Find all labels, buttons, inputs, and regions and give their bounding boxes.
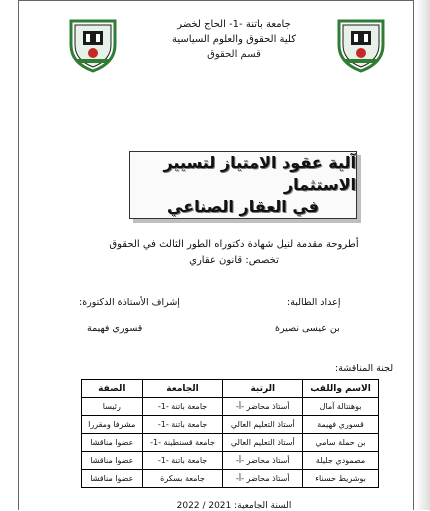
student-label: إعداد الطالبة: xyxy=(287,297,341,308)
table-row xyxy=(82,434,379,452)
table-row xyxy=(82,452,379,470)
member-university: جامعة باتنة -1- xyxy=(142,416,223,434)
member-university: جامعة باتنة -1- xyxy=(142,398,223,416)
member-rank: أستاذ التعليم العالي xyxy=(223,416,303,434)
document-page xyxy=(18,0,414,510)
specialization: تخصص: قانون عقاري xyxy=(189,255,279,266)
table-row xyxy=(82,398,379,416)
thesis-subtitle xyxy=(99,237,369,269)
header-university: الجامعة xyxy=(142,380,223,398)
page-edge-shadow xyxy=(416,0,430,510)
member-role: رئيسا xyxy=(82,398,143,416)
member-role: عضوا مناقشا xyxy=(82,452,143,470)
committee-header-row xyxy=(82,380,379,398)
thesis-title-line1: آلية عقود الامتياز لتسيير الاستثمار xyxy=(163,153,356,194)
institution-header xyxy=(139,17,329,62)
member-rank: أستاذ التعليم العالي xyxy=(223,434,303,452)
student-name: بن عيسى نصيرة xyxy=(275,323,340,334)
member-role: عضوا مناقشا xyxy=(82,434,143,452)
academic-year: السنة الجامعية: 2021 / 2022 xyxy=(176,501,292,511)
member-university: جامعة قسنطينة -1- xyxy=(142,434,223,452)
member-rank: أستاذ محاضر -أ- xyxy=(223,470,303,488)
faculty-name: كلية الحقوق والعلوم السياسية xyxy=(172,34,296,45)
header-rank: الرتبة xyxy=(223,380,303,398)
department-name: قسم الحقوق xyxy=(207,49,261,60)
member-name: بوهنتالة آمال xyxy=(303,398,379,416)
degree-description: أطروحة مقدمة لنيل شهادة دكتوراه الطور الثالث في الحقوق xyxy=(109,239,359,250)
committee-label: لجنة المناقشة: xyxy=(335,363,394,374)
header-name: الاسم واللقب xyxy=(303,380,379,398)
member-role: عضوا مناقشا xyxy=(82,470,143,488)
table-row xyxy=(82,416,379,434)
member-role: مشرفا ومقررا xyxy=(82,416,143,434)
university-name: جامعة باتنة -1- الحاج لخضر xyxy=(177,19,291,30)
university-logo-right xyxy=(335,15,387,73)
member-name: بن حملة سامي xyxy=(303,434,379,452)
university-logo-left xyxy=(67,15,119,73)
member-name: بوشريط حسناء xyxy=(303,470,379,488)
supervisor-name: قسوري فهيمة xyxy=(87,323,143,334)
supervisor-label: إشراف الأستاذة الدكتورة: xyxy=(79,297,180,308)
header-role: الصفة xyxy=(82,380,143,398)
member-rank: أستاذ محاضر -أ- xyxy=(223,452,303,470)
member-university: جامعة باتنة -1- xyxy=(142,452,223,470)
member-university: جامعة بسكرة xyxy=(142,470,223,488)
committee-table xyxy=(81,379,379,488)
thesis-title-box xyxy=(129,151,357,219)
thesis-title-line2: في العقار الصناعي xyxy=(167,197,319,216)
member-name: مصمودي جليلة xyxy=(303,452,379,470)
member-rank: أستاذ محاضر -أ- xyxy=(223,398,303,416)
member-name: قسوري فهيمة xyxy=(303,416,379,434)
table-row xyxy=(82,470,379,488)
